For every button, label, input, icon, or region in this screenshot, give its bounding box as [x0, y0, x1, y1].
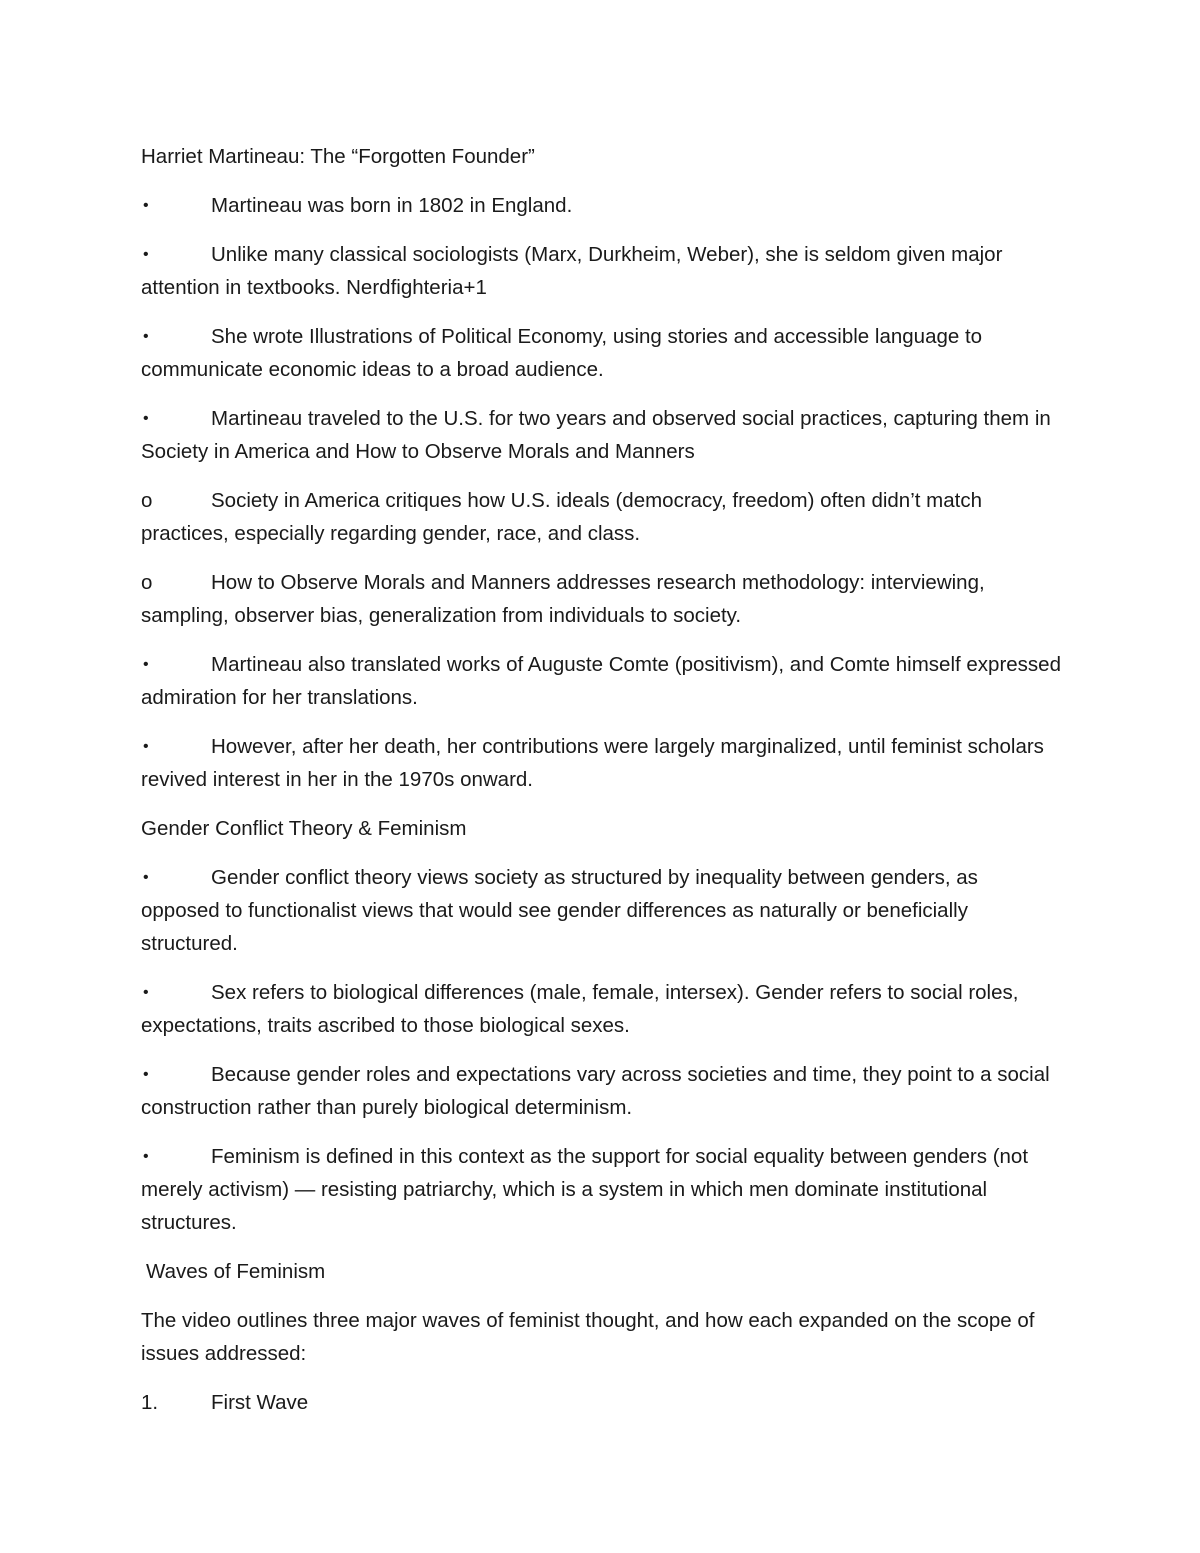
list-item: [141, 976, 1061, 1042]
list-item: [141, 648, 1061, 714]
bullet-marker: •: [143, 738, 149, 755]
list-item-text: Martineau traveled to the U.S. for two years and observed social practices, capturing them in Society in America and How to Observe Morals and Manners: [141, 407, 1051, 463]
bullet-marker: •: [143, 1148, 149, 1165]
bullet-marker: •: [143, 328, 149, 345]
bullet-marker: •: [143, 1066, 149, 1083]
list-item-text: Because gender roles and expectations vary across societies and time, they point to a social construction rather than purely biological determinism.: [141, 1063, 1050, 1119]
section-intro: The video outlines three major waves of feminist thought, and how each expanded on the scope of issues addressed:: [141, 1309, 1035, 1365]
bullet-marker: •: [143, 984, 149, 1001]
list-item: [141, 402, 1061, 468]
list-item-text: Society in America critiques how U.S. ideals (democracy, freedom) often didn’t match practices, especially regarding gender, race, and class.: [141, 489, 982, 545]
list-item-text: She wrote Illustrations of Political Economy, using stories and accessible language to communicate economic ideas to a broad audience.: [141, 325, 983, 381]
list-item-text: Sex refers to biological differences (male, female, intersex). Gender refers to social roles, expectations, traits ascribed to those biological sexes.: [141, 981, 1019, 1037]
bullet-marker: •: [143, 656, 149, 673]
list-item: [141, 1140, 1061, 1239]
list-item: [141, 1058, 1061, 1124]
list-item-text: Martineau also translated works of Auguste Comte (positivism), and Comte himself expressed admiration for her translations.: [141, 653, 1061, 709]
list-item-text: First Wave: [211, 1391, 309, 1414]
list-item-text: Feminism is defined in this context as the support for social equality between genders (not merely activism) — resisting patriarchy, which is a system in which men dominate institutional structures.: [141, 1145, 1029, 1234]
list-item: [141, 484, 1061, 550]
section-heading-gender-conflict: Gender Conflict Theory & Feminism: [141, 817, 467, 840]
list-item-text: How to Observe Morals and Manners addresses research methodology: interviewing, sampling, observer bias, generalization from individuals to society.: [141, 571, 985, 627]
list-item-text: Unlike many classical sociologists (Marx, Durkheim, Weber), she is seldom given major attention in textbooks. Nerdfighteria+1: [141, 243, 1003, 299]
section-heading-martineau: Harriet Martineau: The “Forgotten Founder”: [141, 145, 535, 168]
list-item: [141, 1386, 1061, 1419]
section-heading-waves: Waves of Feminism: [146, 1260, 326, 1283]
list-item: [141, 566, 1061, 632]
list-item: [141, 861, 1061, 960]
list-item-text: However, after her death, her contributions were largely marginalized, until feminist scholars revived interest in her in the 1970s onward.: [141, 735, 1044, 791]
sub-bullet-marker: o: [141, 489, 153, 512]
document-page: [141, 140, 1061, 1435]
list-item-text: Gender conflict theory views society as structured by inequality between genders, as opposed to functionalist views that would see gender differences as naturally or beneficially structured.: [141, 866, 978, 955]
list-item: [141, 320, 1061, 386]
list-item: [141, 189, 1061, 222]
list-item: [141, 730, 1061, 796]
sub-bullet-marker: o: [141, 571, 153, 594]
number-marker: 1.: [141, 1391, 159, 1414]
bullet-marker: •: [143, 246, 149, 263]
list-item-text: Martineau was born in 1802 in England.: [211, 194, 573, 217]
bullet-marker: •: [143, 869, 149, 886]
bullet-marker: •: [143, 410, 149, 427]
list-item: [141, 238, 1061, 304]
bullet-marker: •: [143, 197, 149, 214]
